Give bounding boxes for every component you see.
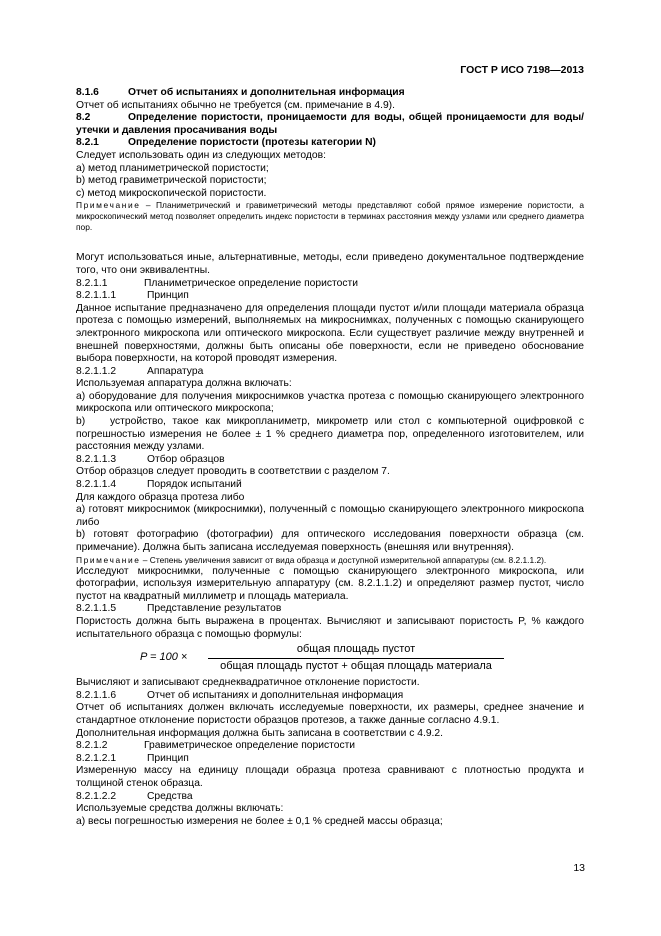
paragraph: Отчет об испытаниях должен включать исследуемые поверхности, их размеры, среднее значение и стандартное отклонение пористости образцов протезов, а также данные согласно 4.9.1. — [76, 702, 584, 726]
porosity-formula — [76, 643, 584, 675]
list-item: b) готовят фотографию (фотографии) для оптического исследования поверхности образца (см. примечание). Должна быть записана исследуемая поверхность (внешняя или внутренняя). — [76, 529, 584, 553]
heading-8-2-1-2: 8.2.1.2 Гравиметрическое определение пористости — [76, 740, 356, 752]
paragraph: Используемые средства должны включать: — [76, 803, 284, 815]
paragraph: Измеренную массу на единицу площади образца протеза сравнивают с плотностью продукта и толщиной стенок образца. — [76, 765, 584, 789]
heading-8-2-1-1-3: 8.2.1.1.3 Отбор образцов — [76, 453, 225, 465]
heading-8-2-1-2-2: 8.2.1.2.2 Средства — [76, 790, 193, 802]
heading-8-2-1-1-2: 8.2.1.1.2 Аппаратура — [76, 365, 204, 377]
paragraph: Отбор образцов следует проводить в соответствии с разделом 7. — [76, 466, 390, 478]
list-item: a) метод планиметрической пористости; — [76, 162, 269, 174]
paragraph: Используемая аппаратура должна включать: — [76, 378, 292, 390]
heading-8-2-1-1-1: 8.2.1.1.1 Принцип — [76, 290, 189, 302]
paragraph: Следует использовать один из следующих методов: — [76, 149, 326, 161]
spacer — [76, 233, 584, 252]
list-item: a) готовят микроснимок (микроснимки), полученный с помощью сканирующего электронного микроскопа либо — [76, 504, 584, 528]
paragraph: Исследуют микроснимки, полученные с помощью сканирующего электронного микроскопа, или фотографии, используя измерительную аппаратуру (см. 8.2.1.1.2) и определяют размер пустот, число пустот на квадратный миллиметр и площадь материала. — [76, 565, 584, 602]
list-item: b) метод гравиметрической пористости; — [76, 175, 267, 187]
formula-denominator: общая площадь пустот + общая площадь материала — [220, 660, 492, 673]
paragraph: Для каждого образца протеза либо — [76, 491, 245, 503]
list-item: b) устройство, такое как микропланиметр, микрометр или стол с компьютерной оцифровкой с погрешностью измерения не более ± 1 % среднего диаметра пор, определенного изготовителем, или расстояния между узлами. — [76, 416, 584, 453]
heading-8-2-1-1-4: 8.2.1.1.4 Порядок испытаний — [76, 479, 242, 491]
heading-8-2-1-2-1: 8.2.1.2.1 Принцип — [76, 752, 189, 764]
fraction-bar — [208, 658, 504, 659]
note: Примечание – Степень увеличения зависит от вида образца и доступной измерительной аппаратуры (см. 8.2.1.1.2). — [76, 554, 547, 565]
heading-8-2-1-1-5: 8.2.1.1.5 Представление результатов — [76, 603, 282, 615]
paragraph: Вычисляют и записывают среднеквадратичное отклонение пористости. — [76, 677, 420, 689]
paragraph: Отчет об испытаниях обычно не требуется (см. примечание в 4.9). — [76, 99, 395, 111]
list-item: a) оборудование для получения микроснимков участка протеза с помощью сканирующего электронного микроскопа или оптического микроскопа; — [76, 390, 584, 415]
paragraph: Данное испытание предназначено для определения площади пустот и/или площади материала образца протеза с помощью измерений, выполняемых на микроснимках, полученных с помощью сканирующего электронного микроскопа или оптического микроскопа. Если существует различие между внутренней и внешней поверхностями, должны быть описаны обе поверхности, если не приведено обоснование выбора поверхности, на которой проводят измерения. — [76, 302, 584, 365]
heading-8-2-1-1: 8.2.1.1 Планиметрическое определение пористости — [76, 277, 358, 289]
heading-8-1-6: 8.1.6 Отчет об испытаниях и дополнительная информация — [76, 87, 405, 98]
document-header: ГОСТ Р ИСО 7198—2013 — [460, 64, 584, 76]
paragraph: Могут использоваться иные, альтернативные, методы, если приведено документальное подтверждение того, что они эквивалентны. — [76, 252, 584, 276]
page-number: 13 — [573, 862, 585, 874]
heading-8-2-1-1-6: 8.2.1.1.6 Отчет об испытаниях и дополнительная информация — [76, 689, 404, 701]
paragraph: Пористость должна быть выражена в процентах. Вычисляют и записывают пористость P, % каждого испытательного образца с помощью формулы: — [76, 615, 584, 640]
heading-8-2-1: 8.2.1 Определение пористости (протезы категории N) — [76, 137, 376, 149]
note: Примечание – Планиметрический и гравиметрический методы представляют собой прямое измерение пористости, а микроскопический метод позволяет определить индекс пористости в терминах расстояния между узлами или среднего диаметра пор. — [76, 200, 584, 233]
formula-numerator: общая площадь пустот — [296, 643, 416, 656]
list-item: c) метод микроскопической пористости. — [76, 187, 267, 199]
formula-lhs: P = 100 × — [140, 651, 188, 664]
heading-8-2: 8.2 Определение пористости, проницаемости для воды, общей проницаемости для воды/утечки и давления просачивания воды — [76, 112, 584, 136]
document-body — [76, 87, 584, 828]
list-item: a) весы погрешностью измерения не более ± 0,1 % средней массы образца; — [76, 815, 443, 827]
formula-fraction — [208, 643, 504, 674]
paragraph: Дополнительная информация должна быть записана в соответствии с 4.9.2. — [76, 727, 443, 739]
